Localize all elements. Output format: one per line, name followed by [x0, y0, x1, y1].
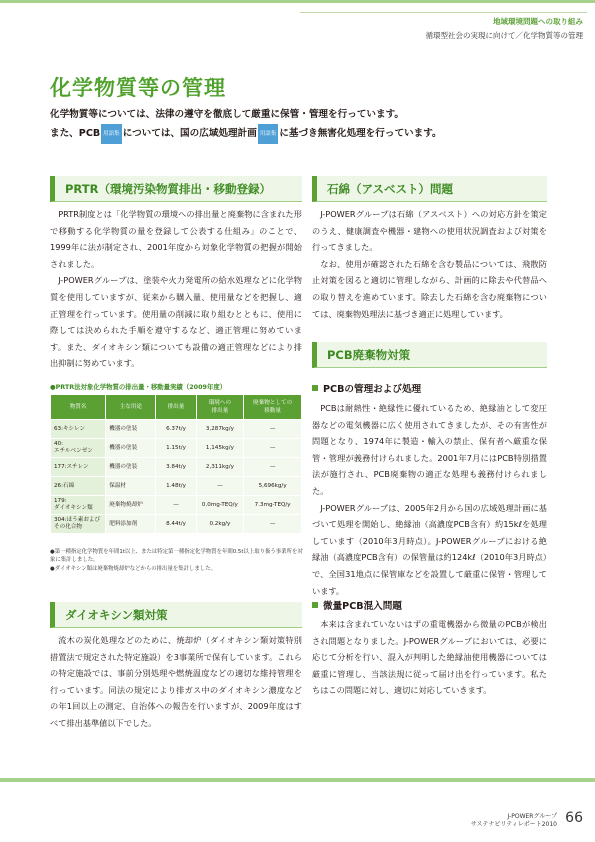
cell-substance: 304:ほう素およびその化合物: [51, 515, 106, 534]
footer-rule: [0, 778, 595, 782]
pcb-trace-body: [312, 616, 547, 699]
col-emission: 排出量: [156, 395, 196, 420]
intro-line-2b: については、国の広域処理計画: [122, 128, 257, 139]
cell-substance: 63:キシレン: [51, 420, 106, 439]
table-row: [51, 496, 302, 515]
cell-env-emission: 1,145kg/y: [196, 439, 244, 458]
cell-usage: 廃棄物焼却炉: [106, 496, 156, 515]
cell-emission: 6.37t/y: [156, 420, 196, 439]
cell-transfer: 5,696kg/y: [244, 477, 302, 496]
pcb-heading: PCB廃棄物対策: [312, 342, 547, 368]
running-header: [426, 16, 584, 41]
cell-usage: 機器の塗装: [106, 420, 156, 439]
table-note-1: ●第一種指定化学物質を年間1t以上、または特定第一種指定化学物質を年間0.5t以上取り扱う事業所を対象に集計しました。: [50, 549, 303, 564]
cell-usage: 機器の塗装: [106, 458, 156, 477]
table-row: [51, 515, 302, 534]
footer-report-name: [471, 813, 557, 829]
table-row: [51, 439, 302, 458]
dioxin-paragraph-1: 流木の炭化処理などのために、焼却炉（ダイオキシン類対策特別措置法で規定された特定施設）を3事業所で保有しています。これらの特定施設では、事前分別処理や燃焼温度などの適切な維持管理を行っています。同法の規定により排ガス中のダイオキシン濃度などの年1回以上の測定、自治体への報告を行いますが、2009年度はすべて排出基準値以下でした。: [50, 635, 302, 728]
col-transfer: 廃棄物としての 移動量: [244, 395, 302, 420]
intro-text: [50, 106, 550, 144]
header-rule: [300, 12, 587, 13]
page-number: 66: [565, 810, 583, 826]
cell-usage: 保温材: [106, 477, 156, 496]
cell-substance: 177:スチレン: [51, 458, 106, 477]
dioxin-heading: ダイオキシン類対策: [50, 602, 302, 628]
pcb-subheading-management-label: PCBの管理および処理: [323, 384, 422, 395]
cell-transfer: —: [244, 420, 302, 439]
dioxin-body: [50, 632, 302, 732]
asbestos-heading: 石綿（アスベスト）問題: [312, 176, 547, 202]
table-row: [51, 420, 302, 439]
intro-line-2a: また、PCB: [50, 128, 101, 139]
table-note-2: ●ダイオキシン類は廃棄物焼却炉などからの排出量を集計しました。: [50, 565, 216, 572]
cell-transfer: —: [244, 515, 302, 534]
table-notes: [50, 548, 305, 573]
bullet-square-icon: [312, 602, 318, 608]
cell-env-emission: 0.0mg-TEQ/y: [196, 496, 244, 515]
footer-report-title: サステナビリティレポート2010: [470, 821, 557, 828]
cell-emission: 1.15t/y: [156, 439, 196, 458]
cell-emission: 1.48t/y: [156, 477, 196, 496]
pcb-paragraph-3: 本来は含まれていないはずの重電機器から微量のPCBが検出され問題となりました。J-POWERグループにおいては、必要に応じて分析を行い、混入が判明した絶縁油使用機器については厳重に管理し、当該法規に従って届け出を行っています。私たちはこの問題に対し、適切に対応していきます。: [312, 619, 547, 696]
col-usage: 主な用途: [106, 395, 156, 420]
top-accent-band: [0, 0, 595, 3]
header-category: 地域環境問題への取り組み: [493, 17, 583, 26]
prtr-body: [50, 206, 302, 372]
pcb-subheading-trace: [312, 598, 402, 612]
header-subcategory: 循環型社会の実現に向けて／化学物質等の管理: [425, 31, 583, 40]
asbestos-body: [312, 206, 547, 322]
asbestos-paragraph-2: なお、使用が確認された石綿を含む製品については、飛散防止対策を図ると適切に管理しながら、計画的に除去や代替品への取り替えを進めています。除去した石綿を含む廃棄物については、廃棄物処理法に基づき適正に処理しています。: [312, 258, 547, 319]
prtr-heading: PRTR（環境汚染物質排出・移動登録）: [50, 176, 302, 202]
cell-usage: 機器の塗装: [106, 439, 156, 458]
glossary-tag[interactable]: 用語集: [258, 124, 279, 144]
bullet-square-icon: [312, 385, 318, 391]
footer-company: J-POWERグループ: [507, 813, 557, 820]
glossary-tag[interactable]: 用語集: [101, 124, 122, 144]
table-row: [51, 458, 302, 477]
cell-usage: 肥料添加剤: [106, 515, 156, 534]
cell-transfer: —: [244, 439, 302, 458]
cell-env-emission: 0.2kg/y: [196, 515, 244, 534]
pcb-subheading-trace-label: 微量PCB混入問題: [323, 601, 402, 612]
table-caption: ●PRTR法対象化学物質の排出量・移動量実績（2009年度）: [50, 383, 227, 391]
cell-env-emission: 2,311kg/y: [196, 458, 244, 477]
intro-line-2c: に基づき無害化処理を行っています。: [279, 128, 442, 139]
pcb-paragraph-1: PCBは耐熱性・絶縁性に優れているため、絶縁油として変圧器などの電気機器に広く使用されてきましたが、その有害性が問題となり、1974年に製造・輸入の禁止、保有者へ厳重な保管・管理が義務付けられました。2001年7月にはPCB特別措置法が施行され、PCB廃棄物の適正な処理も義務付けられました。: [312, 403, 547, 496]
asbestos-paragraph-1: J-POWERグループは石綿（アスベスト）への対応方針を策定のうえ、健康調査や機器・建物への使用状況調査および対策を行ってきました。: [312, 209, 547, 253]
cell-transfer: —: [244, 458, 302, 477]
table-row: [51, 477, 302, 496]
pcb-paragraph-2: J-POWERグループは、2005年2月から国の広域処理計画に基づいて処理を開始し、絶縁油（高濃度PCB含有）約15kℓを処理しています（2010年3月時点）。J-POWERグループにおける絶縁油（高濃度PCB含有）の保管量は約124kℓ（2010年3月時点）で、全国31地点に保管庫などを設置して厳重に保管・管理しています。: [312, 502, 547, 596]
cell-substance: 179: ダイオキシン類: [51, 496, 106, 515]
cell-emission: 8.44t/y: [156, 515, 196, 534]
page-title: 化学物質等の管理: [50, 76, 226, 100]
intro-line-2: [50, 124, 550, 144]
pcb-subheading-management: [312, 381, 421, 395]
cell-env-emission: —: [196, 477, 244, 496]
col-env-emission: 環境への 排出量: [196, 395, 244, 420]
intro-line-1: 化学物質等については、法律の遵守を徹底して厳重に保管・管理を行っています。: [50, 109, 405, 120]
cell-substance: 40: エチルベンゼン: [51, 439, 106, 458]
cell-substance: 26:石綿: [51, 477, 106, 496]
prtr-paragraph-2: J-POWERグループは、塗装や火力発電所の給水処理などに化学物質を使用していますが、従来から購入量、使用量などを把握し、適正管理を行っています。使用量の削減に取り組むとともに、使用に際しては決められた手順を遵守するなど、適正管理に努めています。また、ダイオキシン類についても設備の適正管理などにより排出抑制に努めています。: [50, 275, 302, 369]
cell-transfer: 7.3mg-TEQ/y: [244, 496, 302, 515]
cell-emission: —: [156, 496, 196, 515]
cell-env-emission: 3,287kg/y: [196, 420, 244, 439]
cell-emission: 3.84t/y: [156, 458, 196, 477]
prtr-table: [50, 394, 302, 534]
pcb-body: [312, 400, 547, 599]
col-substance: 物質名: [51, 395, 106, 420]
table-header-row: [51, 395, 302, 420]
prtr-paragraph-1: PRTR制度とは「化学物質の環境への排出量と廃棄物に含まれた形で移動する化学物質の量を登録して公表する仕組み」のことで、1999年に法が制定され、2001年度から対象化学物質の把握が開始されました。: [50, 209, 302, 269]
